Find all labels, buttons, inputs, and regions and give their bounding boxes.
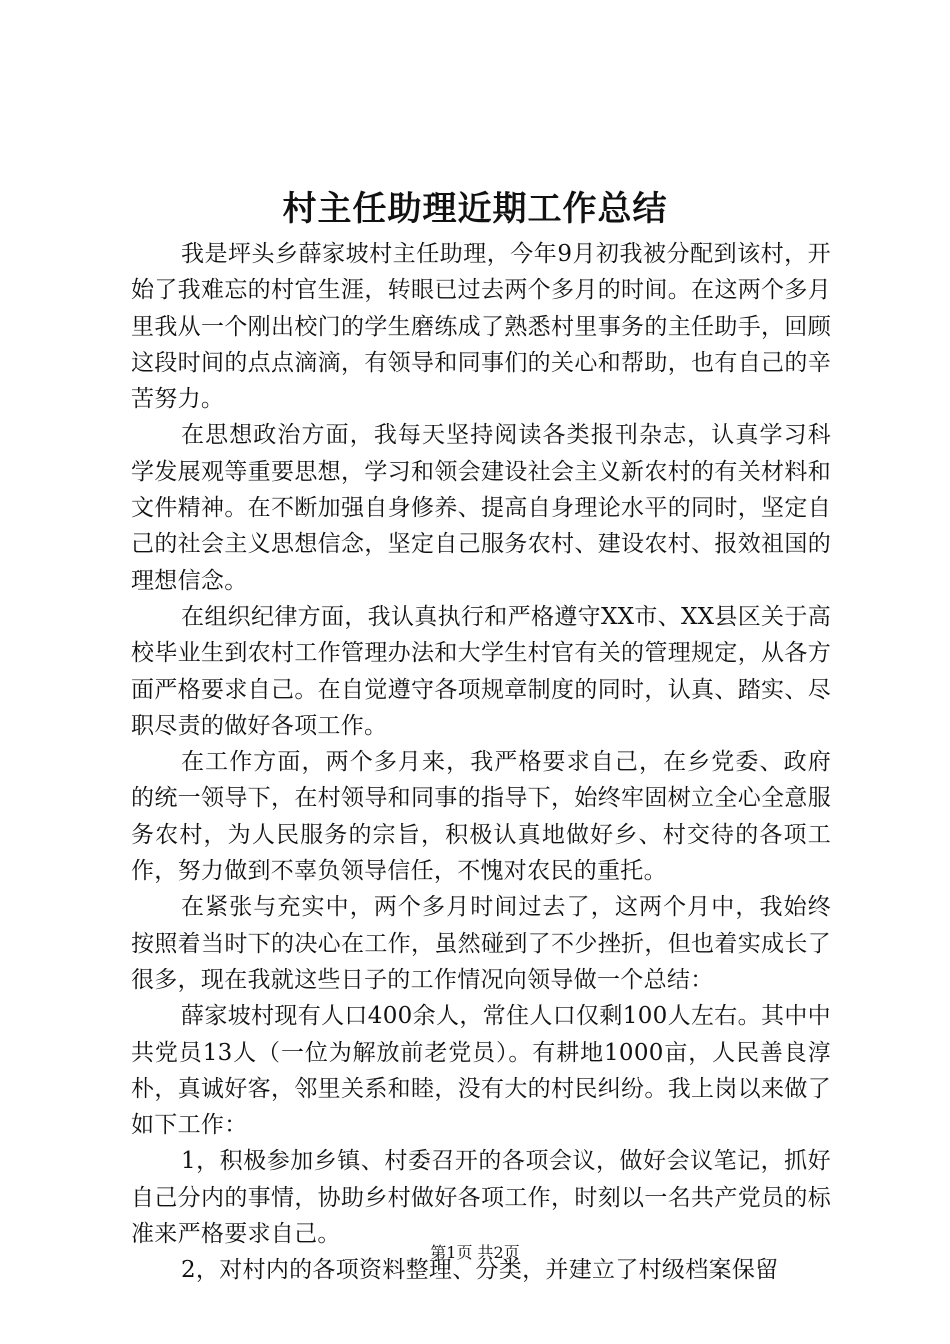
paragraph-discipline: 在组织纪律方面，我认真执行和严格遵守XX市、XX县区关于高校毕业生到农村工作管理办法和大学生村官有关的管理规定，从各方面严格要求自己。在自觉遵守各项规章制度的同时，认真、踏实、尽职尽责的做好各项工作。: [131, 603, 831, 739]
paragraph-work: 在工作方面，两个多月来，我严格要求自己，在乡党委、政府的统一领导下，在村领导和同事的指导下，始终牢固树立全心全意服务农村，为人民服务的宗旨，积极认真地做好乡、村交待的各项工作，努力做到不辜负领导信任，不愧对农民的重托。: [131, 749, 831, 885]
paragraph-item-1: 1，积极参加乡镇、村委召开的各项会议，做好会议笔记，抓好自己分内的事情，协助乡村做好各项工作，时刻以一名共产党员的标准来严格要求自己。: [131, 1148, 831, 1248]
paragraph-intro: 我是坪头乡薛家坡村主任助理，今年9月初我被分配到该村，开始了我难忘的村官生涯，转眼已过去两个多月的时间。在这两个多月里我从一个刚出校门的学生磨练成了熟悉村里事务的主任助手，回顾这段时间的点点滴滴，有领导和同事们的关心和帮助，也有自己的辛苦努力。: [131, 241, 831, 413]
document-body: [131, 236, 831, 1289]
document-title: 村主任助理近期工作总结: [282, 189, 668, 229]
paragraph-village-info: 薛家坡村现有人口400余人，常住人口仅剩100人左右。其中中共党员13人（一位为解放前老党员）。有耕地1000亩，人民善良淳朴，真诚好客，邻里关系和睦，没有大的村民纠纷。我上岗以来做了如下工作：: [131, 1003, 831, 1139]
paragraph-political: 在思想政治方面，我每天坚持阅读各类报刊杂志，认真学习科学发展观等重要思想，学习和领会建设社会主义新农村的有关材料和文件精神。在不断加强自身修养、提高自身理论水平的同时，坚定自己的社会主义思想信念，坚定自己服务农村、建设农村、报效祖国的理想信念。: [131, 422, 831, 594]
paragraph-summary: 在紧张与充实中，两个多月时间过去了，这两个月中，我始终按照着当时下的决心在工作，虽然碰到了不少挫折，但也着实成长了很多，现在我就这些日子的工作情况向领导做一个总结：: [131, 894, 831, 993]
paragraph-item-2: 2，对村内的各项资料整理、分类，并建立了村级档案保留: [181, 1257, 779, 1284]
page-footer: 第1页 共2页: [430, 1243, 520, 1262]
